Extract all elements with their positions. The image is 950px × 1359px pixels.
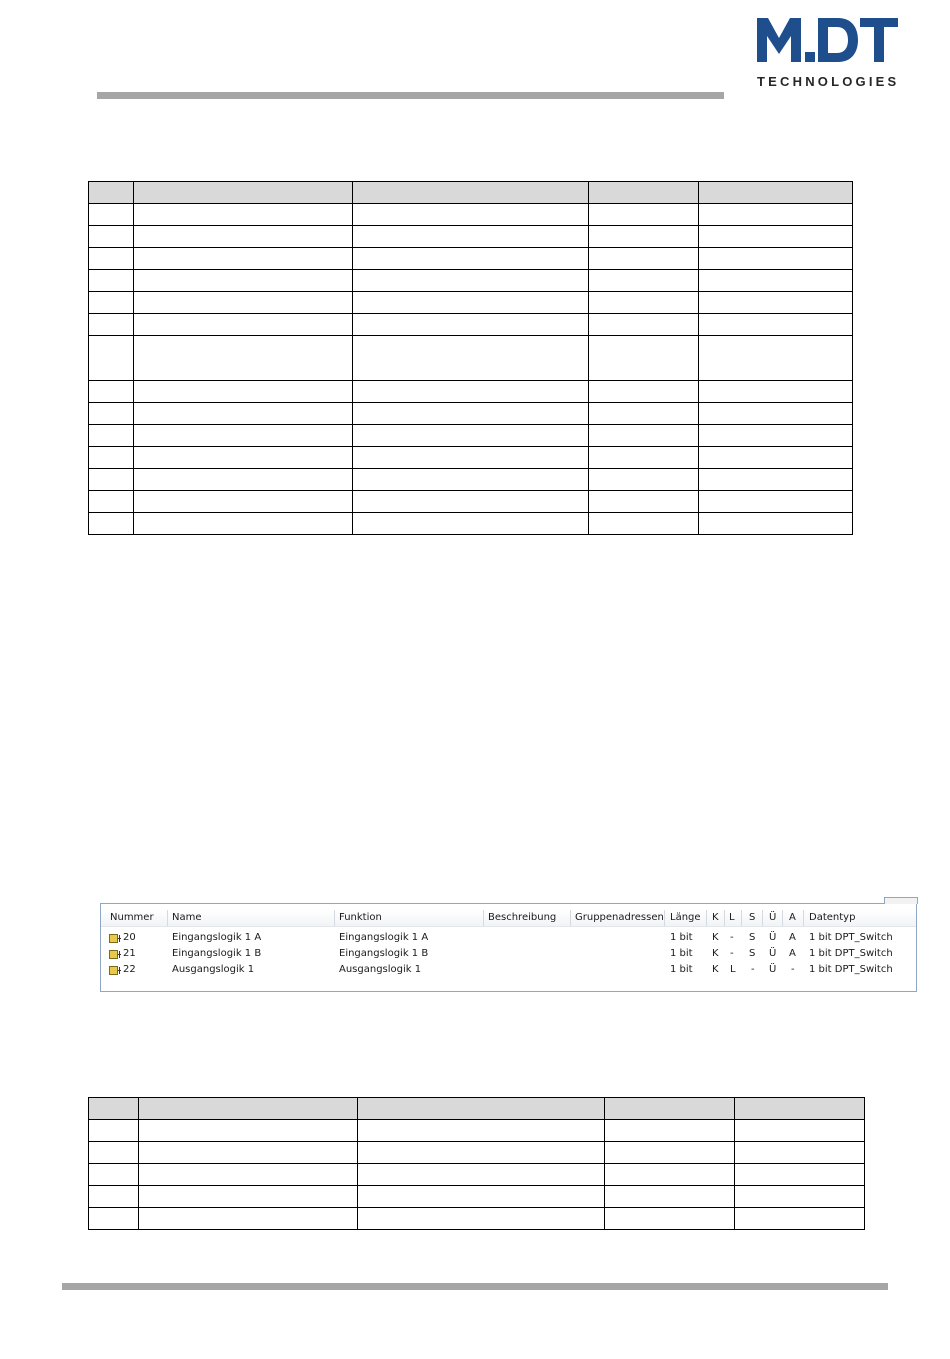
table-row (89, 381, 853, 403)
object-name: Ausgangslogik 1 (172, 964, 255, 975)
object-number: 20 (123, 932, 136, 943)
object-length: 1 bit (670, 932, 693, 943)
table-header-row (89, 1098, 865, 1120)
header-divider (97, 92, 724, 99)
table-row (89, 447, 853, 469)
col-nummer[interactable]: Nummer (110, 912, 154, 923)
communication-object-icon (109, 966, 121, 975)
object-row-22[interactable] (101, 963, 916, 979)
object-number: 21 (123, 948, 136, 959)
table-row (89, 292, 853, 314)
table-row (89, 1186, 865, 1208)
flag-a: - (791, 964, 795, 975)
object-datatype: 1 bit DPT_Switch (809, 948, 893, 959)
col-datentyp[interactable]: Datentyp (809, 912, 856, 923)
flag-u: Ü (769, 964, 777, 975)
col-gruppenadressen[interactable]: Gruppenadressen (575, 912, 664, 923)
col-a[interactable]: A (789, 912, 796, 923)
ets-column-header (101, 910, 916, 927)
object-datatype: 1 bit DPT_Switch (809, 964, 893, 975)
object-function: Ausgangslogik 1 (339, 964, 422, 975)
table-row (89, 403, 853, 425)
object-number: 22 (123, 964, 136, 975)
flag-s: S (749, 948, 756, 959)
table-row (89, 425, 853, 447)
flag-l: L (730, 964, 736, 975)
mdt-logo (752, 14, 902, 92)
table-row (89, 1208, 865, 1230)
flag-k: K (712, 948, 719, 959)
table-row (89, 204, 853, 226)
table-row (89, 248, 853, 270)
flag-u: Ü (769, 932, 777, 943)
object-function: Eingangslogik 1 A (339, 932, 429, 943)
object-name: Eingangslogik 1 B (172, 948, 262, 959)
communication-object-icon (109, 934, 121, 943)
table-header-row (89, 182, 853, 204)
col-k[interactable]: K (712, 912, 719, 923)
window-corner (884, 897, 918, 904)
flag-a: A (789, 948, 796, 959)
object-table-2 (88, 1097, 865, 1230)
object-length: 1 bit (670, 948, 693, 959)
table-row (89, 491, 853, 513)
table-row (89, 270, 853, 292)
flag-l: - (730, 948, 734, 959)
flag-s: - (751, 964, 755, 975)
table-row (89, 1164, 865, 1186)
flag-l: - (730, 932, 734, 943)
flag-k: K (712, 964, 719, 975)
col-funktion[interactable]: Funktion (339, 912, 382, 923)
object-datatype: 1 bit DPT_Switch (809, 932, 893, 943)
object-row-21[interactable] (101, 947, 916, 963)
object-row-20[interactable] (101, 931, 916, 947)
flag-a: A (789, 932, 796, 943)
mdt-logo-mark (752, 14, 902, 64)
flag-k: K (712, 932, 719, 943)
col-u[interactable]: Ü (769, 912, 777, 923)
col-laenge[interactable]: Länge (670, 912, 701, 923)
logo-subtitle: TECHNOLOGIES (757, 74, 900, 89)
object-length: 1 bit (670, 964, 693, 975)
object-name: Eingangslogik 1 A (172, 932, 262, 943)
footer-divider (62, 1283, 888, 1290)
table-row (89, 469, 853, 491)
table-row (89, 226, 853, 248)
ets-object-list (100, 903, 917, 992)
communication-object-icon (109, 950, 121, 959)
flag-u: Ü (769, 948, 777, 959)
col-name[interactable]: Name (172, 912, 202, 923)
table-row (89, 314, 853, 336)
flag-s: S (749, 932, 756, 943)
table-row (89, 336, 853, 381)
col-l[interactable]: L (729, 912, 735, 923)
object-function: Eingangslogik 1 B (339, 948, 429, 959)
parameter-table-1 (88, 181, 853, 535)
col-beschreibung[interactable]: Beschreibung (488, 912, 557, 923)
table-row (89, 513, 853, 535)
col-s[interactable]: S (749, 912, 756, 923)
table-row (89, 1142, 865, 1164)
table-row (89, 1120, 865, 1142)
